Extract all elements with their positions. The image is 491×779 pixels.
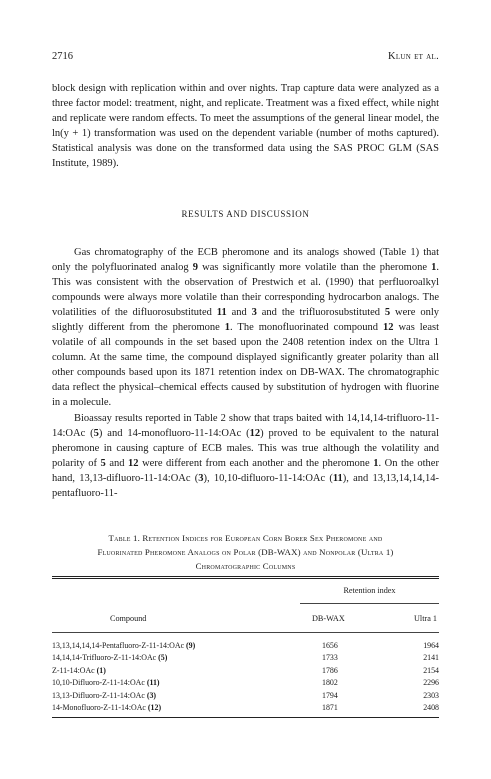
- table-row: [52, 653, 439, 665]
- page-number: 2716: [52, 51, 73, 62]
- compound-number: 12: [382, 322, 394, 334]
- compound-name: 14,14,14-Trifluoro-Z-11-14:OAc: [52, 653, 159, 663]
- table-bottom-rule: [52, 717, 439, 718]
- dbwax-value: 1733: [322, 653, 338, 663]
- ultra1-value: 2296: [423, 678, 439, 688]
- compound-cell: [52, 703, 161, 712]
- compound-number: (3): [146, 690, 157, 700]
- table-row: [52, 703, 439, 715]
- compound-number: (12): [147, 702, 162, 712]
- compound-number: 1: [224, 322, 231, 334]
- compound-number: 5: [93, 427, 99, 439]
- text-run: were different from each another and the pheromone: [138, 457, 374, 469]
- compound-name: 13,13-Difluoro-Z-11-14:OAc: [52, 690, 147, 700]
- ultra1-value: 2154: [423, 665, 439, 675]
- running-head: Klun et al.: [387, 51, 439, 62]
- text-run: ) proved to be equivalent to the natural pheromone in causing capture of ECB males. This was true although the volatility and polarity of: [52, 427, 439, 469]
- text-run: Bioassay results reported in Table 2 show that traps baited with 14,14,14-trifluoro-11-14:OAc (: [52, 412, 439, 439]
- dbwax-value: 1786: [322, 665, 338, 675]
- caption-line: Fluorinated Pheromone Analogs on Polar (DB-WAX) and Nonpolar (Ultra 1): [97, 547, 394, 557]
- compound-cell: [52, 691, 156, 700]
- compound-number: 1: [431, 262, 437, 274]
- ultra1-value: 2141: [423, 653, 439, 663]
- compound-number: 3: [198, 472, 204, 484]
- table-caption: [52, 531, 439, 573]
- text-run: ), and 13,13,14,14,14-pentafluoro-11-: [52, 472, 440, 499]
- page-header: [52, 51, 439, 65]
- text-run: . On the other hand, 13,13-difluoro-11-14:OAc (: [52, 457, 439, 484]
- dbwax-value: 1656: [322, 641, 338, 650]
- text-run: ) and 14-monofluoro-11-14:OAc (: [98, 427, 250, 439]
- compound-number: (5): [158, 653, 168, 663]
- compound-cell: [52, 678, 160, 687]
- table-body: [52, 641, 439, 715]
- results-paragraph: [52, 245, 439, 411]
- caption-line: Chromatographic Columns: [195, 561, 296, 571]
- compound-number: (9): [186, 641, 196, 650]
- bioassay-paragraph: [52, 411, 439, 501]
- compound-number: 11: [332, 472, 343, 484]
- caption-line: Table 1. Retention Indices for European Corn Borer Sex Pheromone and: [108, 533, 383, 543]
- header-bottom-rule: [52, 632, 439, 633]
- compound-name: 14-Monofluoro-Z-11-14:OAc: [52, 702, 148, 712]
- compound-number: 9: [192, 262, 199, 274]
- text-run: . The monofluorinated compound: [230, 322, 383, 334]
- dbwax-value: 1802: [322, 678, 338, 688]
- column-header-dbwax: DB-WAX: [312, 614, 345, 623]
- table-row: [52, 691, 439, 703]
- compound-name: Z-11-14:OAc: [52, 665, 97, 675]
- compound-number: 12: [128, 457, 139, 469]
- text-run: Gas chromatography of the ECB pheromone and its analogs showed (Table 1) that only the polyfluorinated analog: [52, 247, 439, 274]
- ultra1-value: 1964: [423, 641, 439, 650]
- compound-number: 3: [251, 307, 257, 319]
- compound-name: 13,13,14,14,14-Pentafluoro-Z-11-14:OAc: [52, 641, 187, 650]
- table-top-rule-double: [52, 578, 439, 579]
- section-heading: RESULTS AND DISCUSSION: [181, 209, 310, 219]
- compound-cell: [52, 666, 106, 675]
- retention-index-header: Retention index: [343, 586, 396, 595]
- group-header-rule: [300, 603, 439, 604]
- compound-number: 5: [384, 307, 391, 319]
- results-text: [52, 245, 439, 501]
- ultra1-value: 2408: [423, 702, 439, 712]
- column-header-compound: Compound: [110, 614, 147, 623]
- methods-paragraph: [52, 81, 439, 171]
- compound-number: (1): [96, 665, 106, 675]
- compound-cell: [52, 653, 167, 662]
- paragraph-text: block design with replication within and over nights. Trap capture data were analyzed as a three factor model: treatment, night, and replicate. Treatment was a fixed effect, while night and replicate were random effects. To meet the assumptions of the general linear model, the ln(y + 1) transformation was used on the dependent variable (number of moths captured). Statistical analysis was done on the transformed data using the SAS PROC GLM (SAS Institute, 1989).: [52, 83, 439, 170]
- compound-name: 10,10-Difluoro-Z-11-14:OAc: [52, 678, 147, 688]
- compound-number: 1: [373, 457, 379, 469]
- text-run: and the trifluorosubstituted: [256, 307, 385, 319]
- table-row: [52, 666, 439, 678]
- text-run: were only slightly different from the pheromone: [52, 307, 440, 334]
- text-run: . This was consistent with the observation of Prestwich et al. (1990) that perfluoroalkyl compounds were always more volatile than their corresponding hydrocarbon analogs. The volatilities of the difluorosubstituted: [52, 262, 439, 319]
- text-run: and: [105, 457, 129, 469]
- ultra1-value: 2303: [423, 690, 439, 700]
- text-run: was least volatile of all compounds in the set based upon the 2408 retention index on the Ultra 1 column. At the same time, the compound displayed significantly greater polarity than all other compounds based upon its 1871 retention index on DB-WAX. The chromatographic data reflect the physical–chemical effects caused by substitution of hydrogen with fluorine in a molecule.: [52, 322, 439, 409]
- table-top-rule: [52, 576, 439, 577]
- text-run: ), 10,10-difluoro-11-14:OAc (: [203, 472, 333, 484]
- dbwax-value: 1871: [322, 702, 338, 712]
- compound-number: 5: [100, 457, 106, 469]
- compound-number: (11): [146, 678, 160, 688]
- compound-number: 11: [216, 307, 227, 319]
- table-row: [52, 641, 439, 653]
- compound-cell: [52, 641, 195, 650]
- compound-number: 12: [249, 427, 261, 439]
- text-run: and: [226, 307, 252, 319]
- dbwax-value: 1794: [322, 690, 338, 700]
- text-run: was significantly more volatile than the pheromone: [198, 262, 432, 274]
- column-header-ultra1: Ultra 1: [414, 614, 437, 623]
- table-row: [52, 678, 439, 690]
